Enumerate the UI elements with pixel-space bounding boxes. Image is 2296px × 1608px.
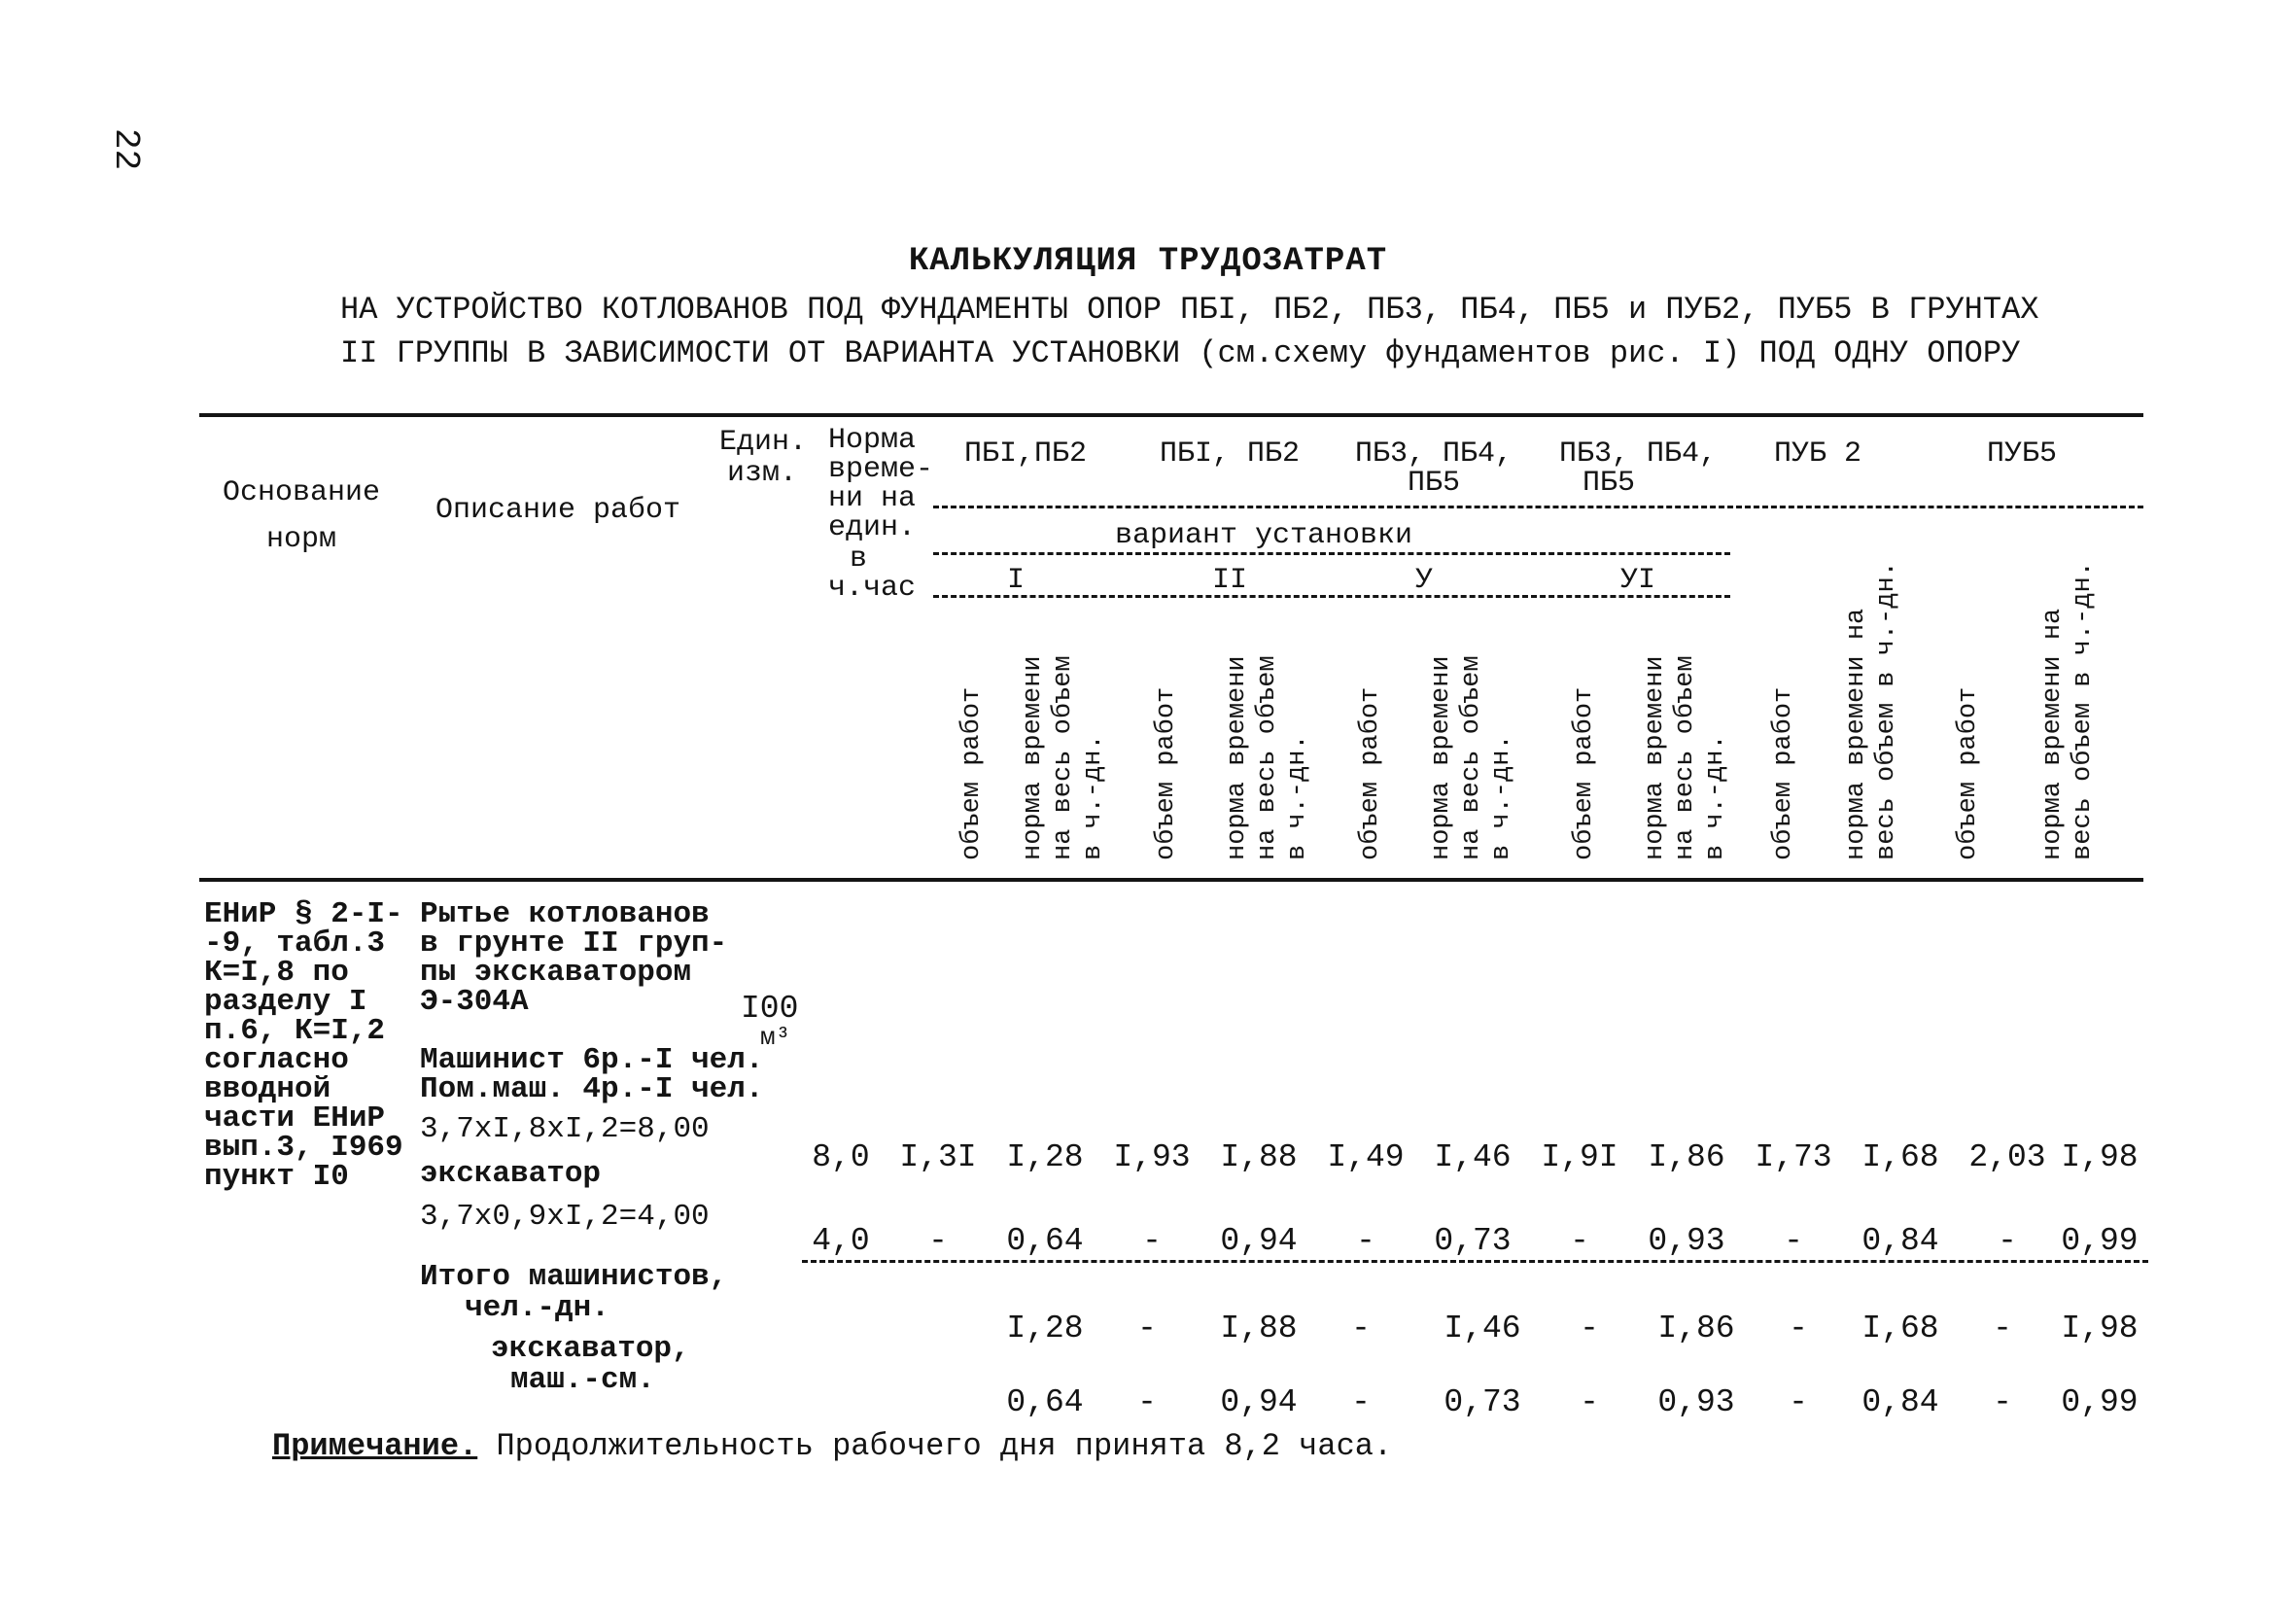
value-r1-c1: 8,0	[812, 1139, 870, 1175]
value-r2-c6: -	[1356, 1223, 1375, 1259]
desc-line-2: в грунте II груп-	[420, 926, 728, 961]
basis-line-2: -9, табл.3	[204, 926, 386, 961]
header-rule-2	[933, 552, 1730, 555]
col-volume-6: объем работ	[1954, 686, 1983, 860]
basis-line-9: вып.3, I969	[204, 1131, 403, 1165]
value-r2-c10: -	[1784, 1223, 1803, 1259]
col-volume-1: объем работ	[957, 686, 987, 860]
header-rule-3	[933, 595, 1730, 598]
header-description: Описание работ	[435, 494, 681, 527]
note-label: Примечание.	[272, 1428, 478, 1464]
value-r1-c3: I,28	[1006, 1139, 1084, 1175]
exc-total-line-2: маш.-см.	[510, 1363, 655, 1397]
header-norm-3: ни на	[828, 482, 917, 515]
col-norm-1c: в ч.-дн.	[1079, 734, 1108, 860]
value-r1-c5: I,88	[1220, 1139, 1298, 1175]
value-r1-c10: I,73	[1755, 1139, 1832, 1175]
header-variant-4: УI	[1619, 564, 1655, 597]
value-r2-c1: 4,0	[812, 1223, 870, 1259]
header-unit-line1: Един.	[719, 426, 808, 459]
basis-line-8: части ЕНиР	[204, 1101, 386, 1136]
total-r1-c9: I,68	[1861, 1311, 1939, 1346]
header-group-6: ПУБ5	[1986, 437, 2057, 471]
total-r1-c4: -	[1351, 1311, 1371, 1346]
value-r2-c2: -	[928, 1223, 948, 1259]
col-norm-6b: весь объем в ч.-дн.	[2069, 561, 2098, 860]
header-basis-line2: норм	[265, 523, 336, 556]
value-r1-c9: I,86	[1648, 1139, 1725, 1175]
header-group-3: ПБ3, ПБ4,	[1354, 437, 1513, 471]
col-norm-3b: на весь объем	[1457, 655, 1486, 860]
header-variant-label: вариант установки	[1114, 519, 1413, 552]
crew-line-1: Машинист 6р.-I чел.	[420, 1043, 764, 1077]
header-unit-line2: изм.	[727, 457, 798, 490]
value-r2-c8: -	[1570, 1223, 1589, 1259]
total-r1-c10: -	[1993, 1311, 2012, 1346]
note	[272, 1428, 1393, 1464]
value-r2-c4: -	[1142, 1223, 1162, 1259]
total-label-line-1: Итого машинистов,	[420, 1260, 728, 1294]
value-r1-c4: I,93	[1113, 1139, 1191, 1175]
subtitle-line-2: II ГРУППЫ В ЗАВИСИМОСТИ ОТ ВАРИАНТА УСТАНОВКИ (см.схему фундаментов рис. I) ПОД ОДНУ ОПОРУ	[340, 335, 2021, 371]
excavator-label: экскаватор	[420, 1157, 602, 1191]
col-volume-5: объем работ	[1769, 686, 1798, 860]
col-volume-4: объем работ	[1570, 686, 1599, 860]
col-norm-6a: норма времени на	[2038, 608, 2068, 860]
header-group-5: ПУБ 2	[1773, 437, 1861, 471]
col-norm-5a: норма времени на	[1842, 608, 1871, 860]
basis-line-3: К=I,8 по	[204, 956, 349, 990]
total-r1-c5: I,46	[1444, 1311, 1521, 1346]
document-title: КАЛЬКУЛЯЦИЯ ТРУДОЗАТРАТ	[908, 243, 1388, 280]
header-group-4-second: ПБ5	[1582, 467, 1635, 500]
total-label-line-2: чел.-дн.	[465, 1291, 609, 1325]
basis-line-10: пункт I0	[204, 1160, 349, 1194]
value-r1-c12: 2,03	[1968, 1139, 2046, 1175]
total-r1-c1: I,28	[1006, 1311, 1084, 1346]
total-r2-c3: 0,94	[1220, 1384, 1298, 1420]
total-r2-c5: 0,73	[1444, 1384, 1521, 1420]
col-norm-3a: норма времени	[1427, 655, 1456, 860]
total-r1-c7: I,86	[1657, 1311, 1735, 1346]
col-norm-2c: в ч.-дн.	[1283, 734, 1312, 860]
value-r1-c2: I,3I	[899, 1139, 977, 1175]
total-r1-c6: -	[1580, 1311, 1599, 1346]
total-r2-c9: 0,84	[1861, 1384, 1939, 1420]
subtitle-line-1: НА УСТРОЙСТВО КОТЛОВАНОВ ПОД ФУНДАМЕНТЫ ОПОР ПБI, ПБ2, ПБ3, ПБ4, ПБ5 и ПУБ2, ПУБ5 В ГРУНТАХ	[340, 292, 2039, 328]
col-norm-3c: в ч.-дн.	[1487, 734, 1516, 860]
unit-value: I00	[741, 991, 799, 1027]
header-basis-line1: Основание	[222, 476, 381, 509]
note-text: Продолжительность рабочего дня принята 8,2 часа.	[496, 1428, 1393, 1464]
basis-line-4: разделу I	[204, 985, 367, 1019]
total-r1-c2: -	[1137, 1311, 1157, 1346]
col-norm-5b: весь объем в ч.-дн.	[1872, 561, 1901, 860]
value-r2-c3: 0,64	[1006, 1223, 1084, 1259]
total-r2-c7: 0,93	[1657, 1384, 1735, 1420]
col-norm-2a: норма времени	[1223, 655, 1252, 860]
header-group-4: ПБ3, ПБ4,	[1558, 437, 1718, 471]
header-group-1: ПБI,ПБ2	[963, 437, 1088, 471]
header-norm-1: Норма	[828, 424, 917, 457]
header-bottom-rule	[199, 878, 2143, 882]
header-norm-4: един.	[828, 511, 917, 544]
value-r1-c13: I,98	[2061, 1139, 2139, 1175]
header-norm-6: ч.час	[828, 572, 917, 605]
col-norm-1b: на весь объем	[1049, 655, 1078, 860]
col-norm-4b: на весь объем	[1671, 655, 1700, 860]
header-variant-2: II	[1211, 564, 1247, 597]
calc-line-2: 3,7х0,9хI,2=4,00	[420, 1200, 710, 1234]
total-r2-c10: -	[1993, 1384, 2012, 1420]
basis-line-7: вводной	[204, 1072, 331, 1106]
value-r1-c7: I,46	[1434, 1139, 1512, 1175]
value-r2-c11: 0,84	[1861, 1223, 1939, 1259]
header-rule-1	[933, 506, 2143, 508]
value-r2-c9: 0,93	[1648, 1223, 1725, 1259]
value-r1-c11: I,68	[1861, 1139, 1939, 1175]
header-norm-5: в	[850, 542, 868, 576]
header-variant-3: У	[1414, 564, 1433, 597]
total-r2-c1: 0,64	[1006, 1384, 1084, 1420]
total-r2-c8: -	[1789, 1384, 1808, 1420]
total-r2-c6: -	[1580, 1384, 1599, 1420]
total-r1-c8: -	[1789, 1311, 1808, 1346]
total-r1-c3: I,88	[1220, 1311, 1298, 1346]
value-r1-c6: I,49	[1327, 1139, 1405, 1175]
total-r2-c4: -	[1351, 1384, 1371, 1420]
unit-superscript: м³	[760, 1023, 791, 1052]
header-group-3-second: ПБ5	[1407, 467, 1460, 500]
value-r1-c8: I,9I	[1541, 1139, 1618, 1175]
basis-line-6: согласно	[204, 1043, 349, 1077]
basis-line-5: п.6, К=I,2	[204, 1014, 386, 1048]
total-r2-c11: 0,99	[2061, 1384, 2139, 1420]
value-r2-c5: 0,94	[1220, 1223, 1298, 1259]
exc-total-line-1: экскаватор,	[491, 1332, 690, 1366]
col-norm-2b: на весь объем	[1253, 655, 1282, 860]
col-volume-2: объем работ	[1152, 686, 1181, 860]
table-top-rule	[199, 413, 2143, 417]
header-norm-2: време-	[828, 453, 934, 486]
header-variant-1: I	[1006, 564, 1025, 597]
col-norm-4c: в ч.-дн.	[1701, 734, 1730, 860]
total-r1-c11: I,98	[2061, 1311, 2139, 1346]
desc-line-4: Э-304А	[420, 985, 529, 1019]
page-number: 22	[106, 128, 146, 171]
value-r2-c13: 0,99	[2061, 1223, 2139, 1259]
desc-line-1: Рытье котлованов	[420, 897, 710, 931]
col-volume-3: объем работ	[1356, 686, 1385, 860]
basis-line-1: ЕНиР § 2-I-	[204, 897, 403, 931]
col-norm-4a: норма времени	[1641, 655, 1670, 860]
value-r2-c7: 0,73	[1434, 1223, 1512, 1259]
value-row-2-rule	[802, 1260, 2148, 1263]
desc-line-3: пы экскаватором	[420, 956, 692, 990]
value-r2-c12: -	[1998, 1223, 2017, 1259]
crew-line-2: Пом.маш. 4р.-I чел.	[420, 1072, 764, 1106]
header-group-2: ПБI, ПБ2	[1159, 437, 1301, 471]
total-r2-c2: -	[1137, 1384, 1157, 1420]
calc-line-1: 3,7хI,8хI,2=8,00	[420, 1112, 710, 1146]
col-norm-1a: норма времени	[1019, 655, 1048, 860]
